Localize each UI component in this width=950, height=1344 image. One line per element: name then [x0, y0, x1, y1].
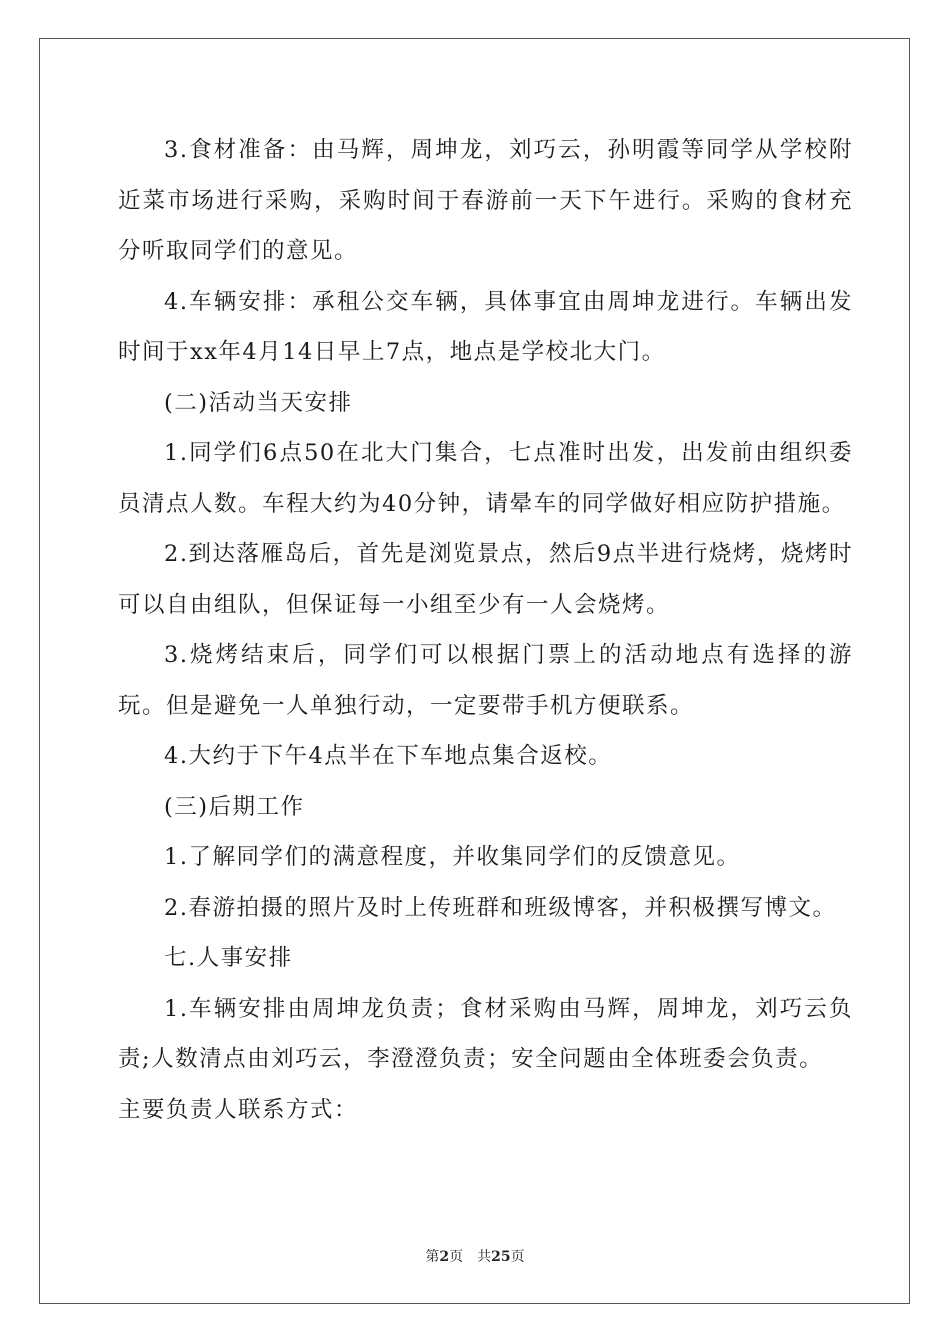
paragraph-barbecue: 2.到达落雁岛后，首先是浏览景点，然后9点半进行烧烤，烧烤时可以自由组队，但保证每一小组至少有一人会烧烤。 — [118, 541, 853, 618]
total-suffix: 页 — [510, 1249, 525, 1265]
page-footer — [0, 1247, 950, 1267]
paragraph-contacts: 主要负责人联系方式： — [118, 1096, 359, 1123]
paragraph-responsibilities: 1.车辆安排由周坤龙负责；食材采购由马辉，周坤龙，刘巧云负责;人数清点由刘巧云，李澄澄负责；安全问题由全体班委会负责。 — [118, 995, 853, 1072]
total-pages: 25 — [491, 1249, 511, 1265]
paragraph-free-activity: 3.烧烤结束后，同学们可以根据门票上的活动地点有选择的游玩。但是避免一人单独行动，一定要带手机方便联系。 — [118, 642, 853, 719]
page-suffix: 页 — [449, 1249, 464, 1265]
paragraph-vehicle-arrangement: 4.车辆安排：承租公交车辆，具体事宜由周坤龙进行。车辆出发时间于xx年4月14日早上7点，地点是学校北大门。 — [118, 288, 853, 365]
paragraph-return: 4.大约于下午4点半在下车地点集合返校。 — [164, 743, 613, 769]
document-body — [118, 125, 853, 1135]
paragraph-photos: 2.春游拍摄的照片及时上传班群和班级博客，并积极撰写博文。 — [164, 894, 837, 921]
paragraph-feedback: 1.了解同学们的满意程度，并收集同学们的反馈意见。 — [164, 844, 741, 870]
section-heading-follow-up: (三)后期工作 — [164, 793, 305, 820]
section-heading-day-schedule: (二)活动当天安排 — [164, 389, 353, 416]
page-number: 2 — [439, 1249, 450, 1265]
paragraph-food-prep: 3.食材准备：由马辉，周坤龙，刘巧云，孙明霞等同学从学校附近菜市场进行采购，采购时间于春游前一天下午进行。采购的食材充分听取同学们的意见。 — [118, 137, 853, 264]
paragraph-gathering: 1.同学们6点50在北大门集合，七点准时出发，出发前由组织委员清点人数。车程大约为40分钟，请晕车的同学做好相应防护措施。 — [118, 440, 853, 517]
page-prefix: 第 — [425, 1249, 440, 1265]
total-prefix: 共 — [477, 1249, 492, 1265]
section-heading-personnel: 七.人事安排 — [164, 945, 293, 971]
